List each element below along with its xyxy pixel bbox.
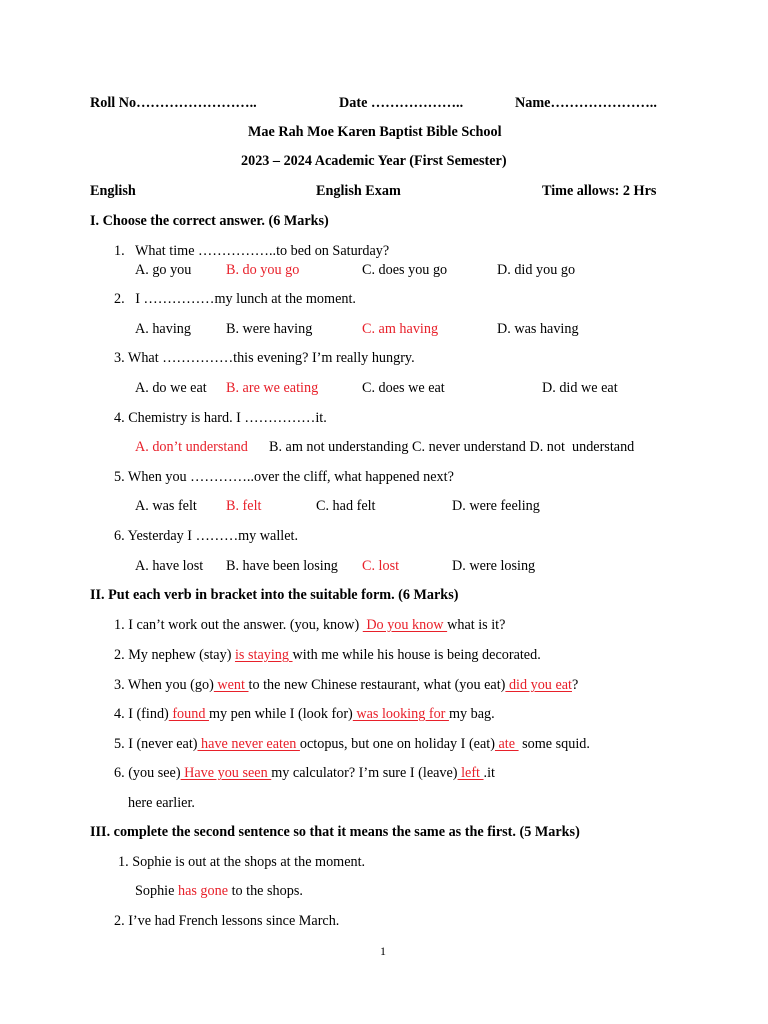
answer-text: is staying (234, 647, 293, 663)
q1-option-b-answer: B. do you go (226, 262, 300, 278)
sentence-text: some squid. (518, 736, 590, 752)
sentence-text: my pen while I (look for) (208, 706, 353, 722)
verb-sentence-3 (114, 678, 578, 692)
answer-text: Do you know (362, 617, 448, 633)
roll-number-field: Roll No…………………….. (90, 95, 257, 111)
name-field: Name………………….. (515, 95, 657, 111)
sentence-text: Sophie (135, 883, 178, 899)
answer-text: did you eat (505, 677, 572, 693)
q5-option-a: A. was felt (135, 498, 197, 514)
sentence-text: 6. (you see) (114, 765, 181, 781)
verb-sentence-1 (114, 618, 505, 632)
q2-option-a: A. having (135, 321, 191, 337)
q1-option-d: D. did you go (497, 262, 576, 278)
q4-stem: 4. Chemistry is hard. I ……………it. (114, 410, 327, 426)
verb-sentence-4 (114, 707, 495, 721)
sentence-text: octopus, but one on holiday I (eat) (299, 736, 495, 752)
subject-label: English (90, 183, 136, 199)
answer-text: went (213, 677, 249, 693)
q4-options-bcd: B. am not understanding C. never understand D. not understand (269, 439, 635, 455)
sentence-text: 1. I can’t work out the answer. (you, know) (114, 617, 363, 633)
answer-text: have never eaten (197, 736, 300, 752)
rewrite-q1-answer (135, 884, 303, 898)
verb-sentence-2 (114, 648, 541, 662)
q1-option-c: C. does you go (362, 262, 448, 278)
q5-option-d: D. were feeling (452, 498, 540, 514)
q2-stem: 2. I ……………my lunch at the moment. (114, 291, 356, 307)
sentence-text: 4. I (find) (114, 706, 169, 722)
sentence-text: my bag. (448, 706, 495, 722)
q6-option-d: D. were losing (452, 558, 536, 574)
section-3-heading: III. complete the second sentence so that it means the same as the first. (5 Marks) (90, 824, 580, 840)
section-1-heading: I. Choose the correct answer. (6 Marks) (90, 213, 329, 229)
verb-sentence-5 (114, 737, 590, 751)
answer-text: was looking for (352, 706, 449, 722)
rewrite-q2: 2. I’ve had French lessons since March. (114, 913, 340, 929)
answer-text: Have you seen (180, 765, 272, 781)
sentence-text: with me while his house is being decorated. (292, 647, 541, 663)
page-number: 1 (380, 944, 386, 958)
sentence-text: what is it? (447, 617, 506, 633)
sentence-text: my calculator? I’m sure I (leave) (271, 765, 458, 781)
school-title: Mae Rah Moe Karen Baptist Bible School (248, 124, 502, 140)
q2-option-c-answer: C. am having (362, 321, 439, 337)
date-field: Date ……………….. (339, 95, 464, 111)
sentence-text: .it (483, 765, 495, 781)
q3-option-c: C. does we eat (362, 380, 445, 396)
q1-stem: 1. What time ……………..to bed on Saturday? (114, 243, 390, 259)
sentence-text: 5. I (never eat) (114, 736, 198, 752)
answer-text: has gone (177, 883, 229, 899)
q5-option-c: C. had felt (316, 498, 376, 514)
exam-title: English Exam (316, 183, 401, 199)
q3-option-b-answer: B. are we eating (226, 380, 319, 396)
q5-option-b-answer: B. felt (226, 498, 262, 514)
section-2-heading: II. Put each verb in bracket into the suitable form. (6 Marks) (90, 587, 459, 603)
q6-stem: 6. Yesterday I ………my wallet. (114, 528, 299, 544)
rewrite-q1: 1. Sophie is out at the shops at the moment. (118, 854, 366, 870)
q3-option-d: D. did we eat (542, 380, 618, 396)
verb-sentence-6 (114, 766, 495, 780)
academic-year: 2023 – 2024 Academic Year (First Semester) (241, 153, 507, 169)
verb-sentence-6-continued: here earlier. (128, 795, 195, 811)
q2-option-b: B. were having (226, 321, 313, 337)
q6-option-c-answer: C. lost (362, 558, 400, 574)
sentence-text: 2. My nephew (stay) (114, 647, 235, 663)
q1-option-a: A. go you (135, 262, 192, 278)
q6-option-a: A. have lost (135, 558, 204, 574)
q3-stem: 3. What ……………this evening? I’m really hungry. (114, 350, 415, 366)
sentence-text: to the new Chinese restaurant, what (you eat) (248, 677, 506, 693)
q4-option-a-answer: A. don’t understand (135, 439, 248, 455)
answer-text: found (168, 706, 209, 722)
q5-stem: 5. When you …………..over the cliff, what happened next? (114, 469, 454, 485)
q6-option-b: B. have been losing (226, 558, 338, 574)
q3-option-a: A. do we eat (135, 380, 207, 396)
sentence-text: 3. When you (go) (114, 677, 214, 693)
q2-option-d: D. was having (497, 321, 579, 337)
time-allowed: Time allows: 2 Hrs (542, 183, 657, 199)
answer-text: ate (494, 736, 519, 752)
sentence-text: to the shops. (228, 883, 303, 899)
answer-text: left (457, 765, 484, 781)
sentence-text: ? (571, 677, 579, 693)
